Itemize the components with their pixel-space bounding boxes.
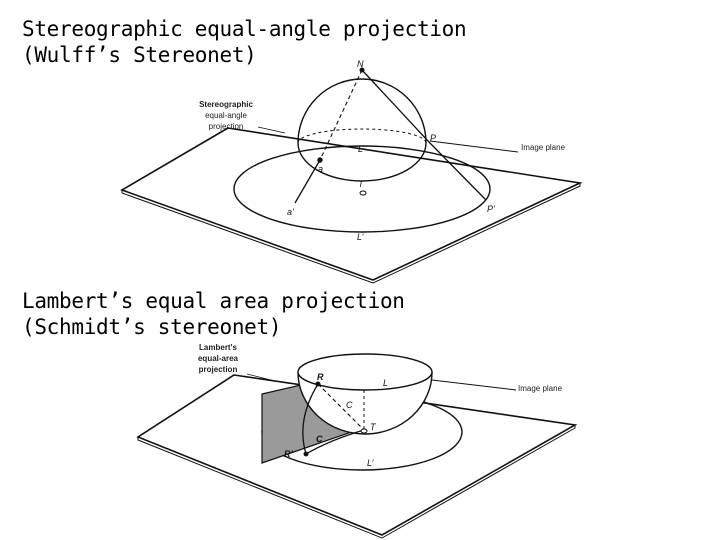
top-caption-line1: Stereographic <box>199 100 253 109</box>
top-caption-line2: equal-angle <box>205 111 247 120</box>
bottom-point-R <box>316 382 320 386</box>
bottom-label-R-prime: R’ <box>284 449 293 459</box>
bottom-point-T <box>361 429 367 433</box>
top-label-L: L <box>358 144 364 154</box>
bottom-image-plane-label: Image plane <box>518 384 563 393</box>
bottom-heading-line2: (Schmidt’s stereonet) <box>22 315 282 339</box>
top-label-T: T <box>358 179 364 189</box>
top-heading-line2: (Wulff’s Stereonet) <box>22 43 257 67</box>
top-label-L-prime: L’ <box>357 232 364 242</box>
top-image-plane-label: Image plane <box>521 143 566 152</box>
top-label-a-prime: a’ <box>287 207 295 217</box>
top-ray-N-P <box>362 70 428 141</box>
lambert-figure <box>138 354 575 538</box>
bottom-caption-line2: equal-area <box>197 354 239 363</box>
bottom-label-L: L <box>383 378 389 388</box>
bottom-label-C: C <box>346 400 353 410</box>
bottom-label-L-prime: L’ <box>367 458 374 468</box>
bottom-point-R-prime <box>304 452 308 456</box>
bottom-label-T: T <box>370 422 376 432</box>
bottom-caption-line3: projection <box>198 365 238 374</box>
bottom-caption-line1: Lambert's <box>199 343 237 352</box>
bottom-heading-line1: Lambert’s equal area projection <box>22 289 405 313</box>
bottom-label-R: R <box>317 372 324 382</box>
top-label-N: N <box>357 59 364 69</box>
top-point-a <box>318 158 322 162</box>
top-sphere-outline <box>298 79 426 143</box>
top-point-T <box>360 191 366 195</box>
top-caption-line3: projection <box>208 122 244 131</box>
bottom-label-C-bold: C <box>316 434 323 444</box>
top-label-a: a <box>318 164 324 174</box>
top-heading-line1: Stereographic equal-angle projection <box>22 17 467 41</box>
top-label-P-prime: P’ <box>487 204 496 214</box>
top-label-P: P <box>430 133 437 143</box>
stereographic-figure <box>122 68 580 283</box>
